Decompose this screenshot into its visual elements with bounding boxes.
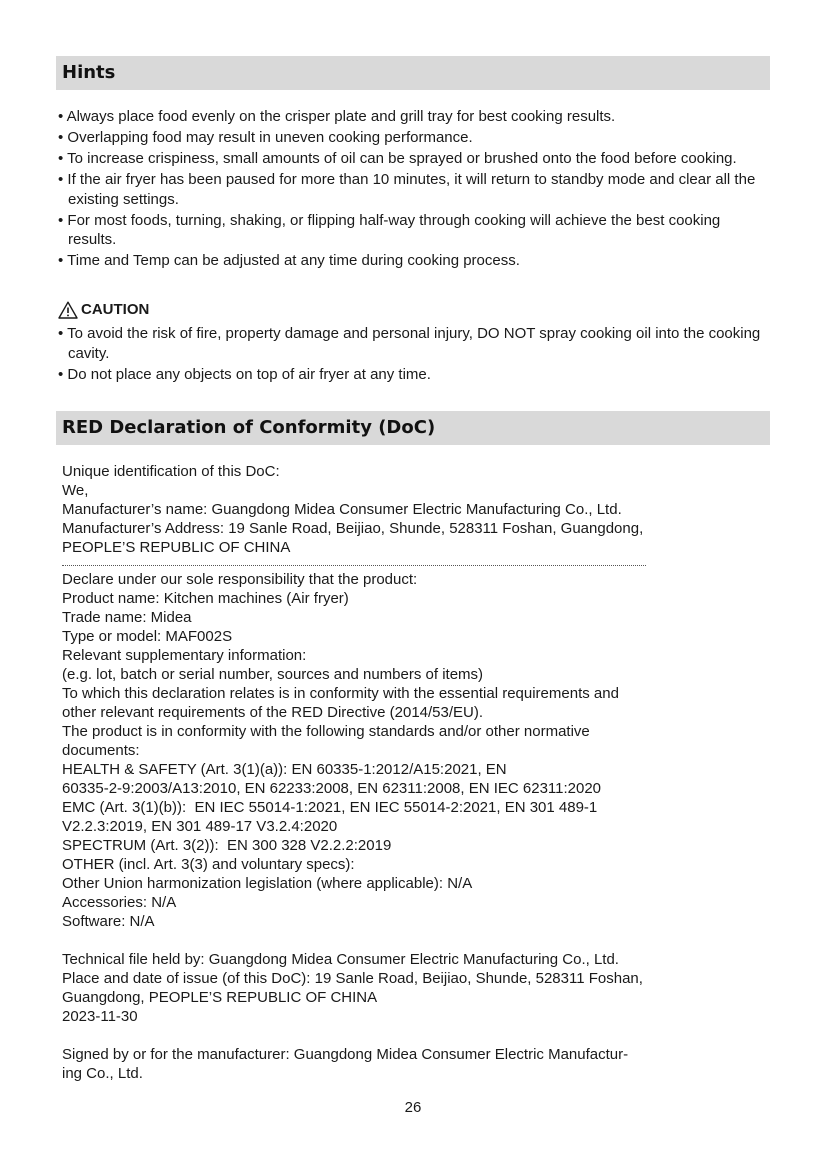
hints-heading: Hints	[56, 56, 770, 90]
doc-line: Unique identification of this DoC:	[62, 463, 280, 480]
doc-line: OTHER (incl. Art. 3(3) and voluntary specs):	[62, 856, 355, 873]
caution-list	[58, 324, 772, 386]
doc-line: (e.g. lot, batch or serial number, sources and numbers of items)	[62, 666, 484, 683]
doc-line: Product name: Kitchen machines (Air fryer)	[62, 590, 349, 607]
hint-item: • If the air fryer has been paused for more than 10 minutes, it will return to standby mode and clear all the existing settings.	[58, 171, 756, 208]
doc-line: Manufacturer’s name: Guangdong Midea Consumer Electric Manufacturing Co., Ltd.	[62, 501, 622, 518]
caution-heading	[58, 300, 149, 320]
doc-line: documents:	[62, 742, 140, 759]
caution-item: • To avoid the risk of fire, property damage and personal injury, DO NOT spray cooking oil into the cooking cavity.	[58, 325, 761, 362]
doc-line: Signed by or for the manufacturer: Guangdong Midea Consumer Electric Manufactur-	[62, 1046, 629, 1063]
caution-item: • Do not place any objects on top of air fryer at any time.	[58, 365, 431, 383]
doc-heading: RED Declaration of Conformity (DoC)	[56, 411, 770, 445]
doc-line: HEALTH & SAFETY (Art. 3(1)(a)): EN 60335-1:2012/A15:2021, EN	[62, 761, 507, 778]
warning-triangle-icon	[58, 301, 78, 319]
paragraph-gap	[62, 931, 774, 950]
doc-line: Other Union harmonization legislation (where applicable): N/A	[62, 875, 473, 892]
doc-line: Software: N/A	[62, 913, 155, 930]
hint-item: • For most foods, turning, shaking, or flipping half-way through cooking will achieve the best cooking results.	[58, 211, 721, 248]
doc-line: Declare under our sole responsibility that the product:	[62, 571, 418, 588]
hint-item: • Overlapping food may result in uneven cooking performance.	[58, 129, 473, 146]
hints-list	[58, 107, 772, 272]
caution-label: CAUTION	[81, 301, 150, 318]
paragraph-gap	[62, 1026, 774, 1045]
doc-line: 2023-11-30	[62, 1008, 138, 1025]
page-number: 26	[404, 1099, 422, 1116]
doc-line: Technical file held by: Guangdong Midea Consumer Electric Manufacturing Co., Ltd.	[62, 951, 619, 968]
doc-line: other relevant requirements of the RED Directive (2014/53/EU).	[62, 704, 484, 721]
doc-line: Guangdong, PEOPLE’S REPUBLIC OF CHINA	[62, 989, 378, 1006]
declaration-body	[62, 462, 774, 1083]
doc-line: EMC (Art. 3(1)(b)): EN IEC 55014-1:2021, EN IEC 55014-2:2021, EN 301 489-1	[62, 799, 598, 816]
doc-line: Manufacturer’s Address: 19 Sanle Road, Beijiao, Shunde, 528311 Foshan, Guangdong,	[62, 520, 644, 537]
doc-line: Relevant supplementary information:	[62, 647, 307, 664]
doc-line: Trade name: Midea	[62, 609, 192, 626]
hint-item: • Always place food evenly on the crisper plate and grill tray for best cooking results.	[58, 108, 616, 125]
doc-line: To which this declaration relates is in conformity with the essential requirements and	[62, 685, 619, 702]
doc-line: 60335-2-9:2003/A13:2010, EN 62233:2008, EN 62311:2008, EN IEC 62311:2020	[62, 780, 602, 797]
dotted-divider	[62, 557, 646, 566]
doc-line: The product is in conformity with the following standards and/or other normative	[62, 723, 590, 740]
doc-line: Accessories: N/A	[62, 894, 177, 911]
doc-line: PEOPLE’S REPUBLIC OF CHINA	[62, 539, 291, 556]
doc-line: Place and date of issue (of this DoC): 19 Sanle Road, Beijiao, Shunde, 528311 Foshan,	[62, 970, 643, 987]
hint-item: • To increase crispiness, small amounts of oil can be sprayed or brushed onto the food before cooking.	[58, 150, 737, 167]
doc-line: SPECTRUM (Art. 3(2)): EN 300 328 V2.2.2:2019	[62, 837, 392, 854]
doc-line: V2.2.3:2019, EN 301 489-17 V3.2.4:2020	[62, 818, 338, 835]
doc-line: Type or model: MAF002S	[62, 628, 233, 645]
hint-item: • Time and Temp can be adjusted at any time during cooking process.	[58, 252, 520, 269]
doc-line: We,	[62, 482, 89, 499]
doc-line: ing Co., Ltd.	[62, 1065, 143, 1082]
